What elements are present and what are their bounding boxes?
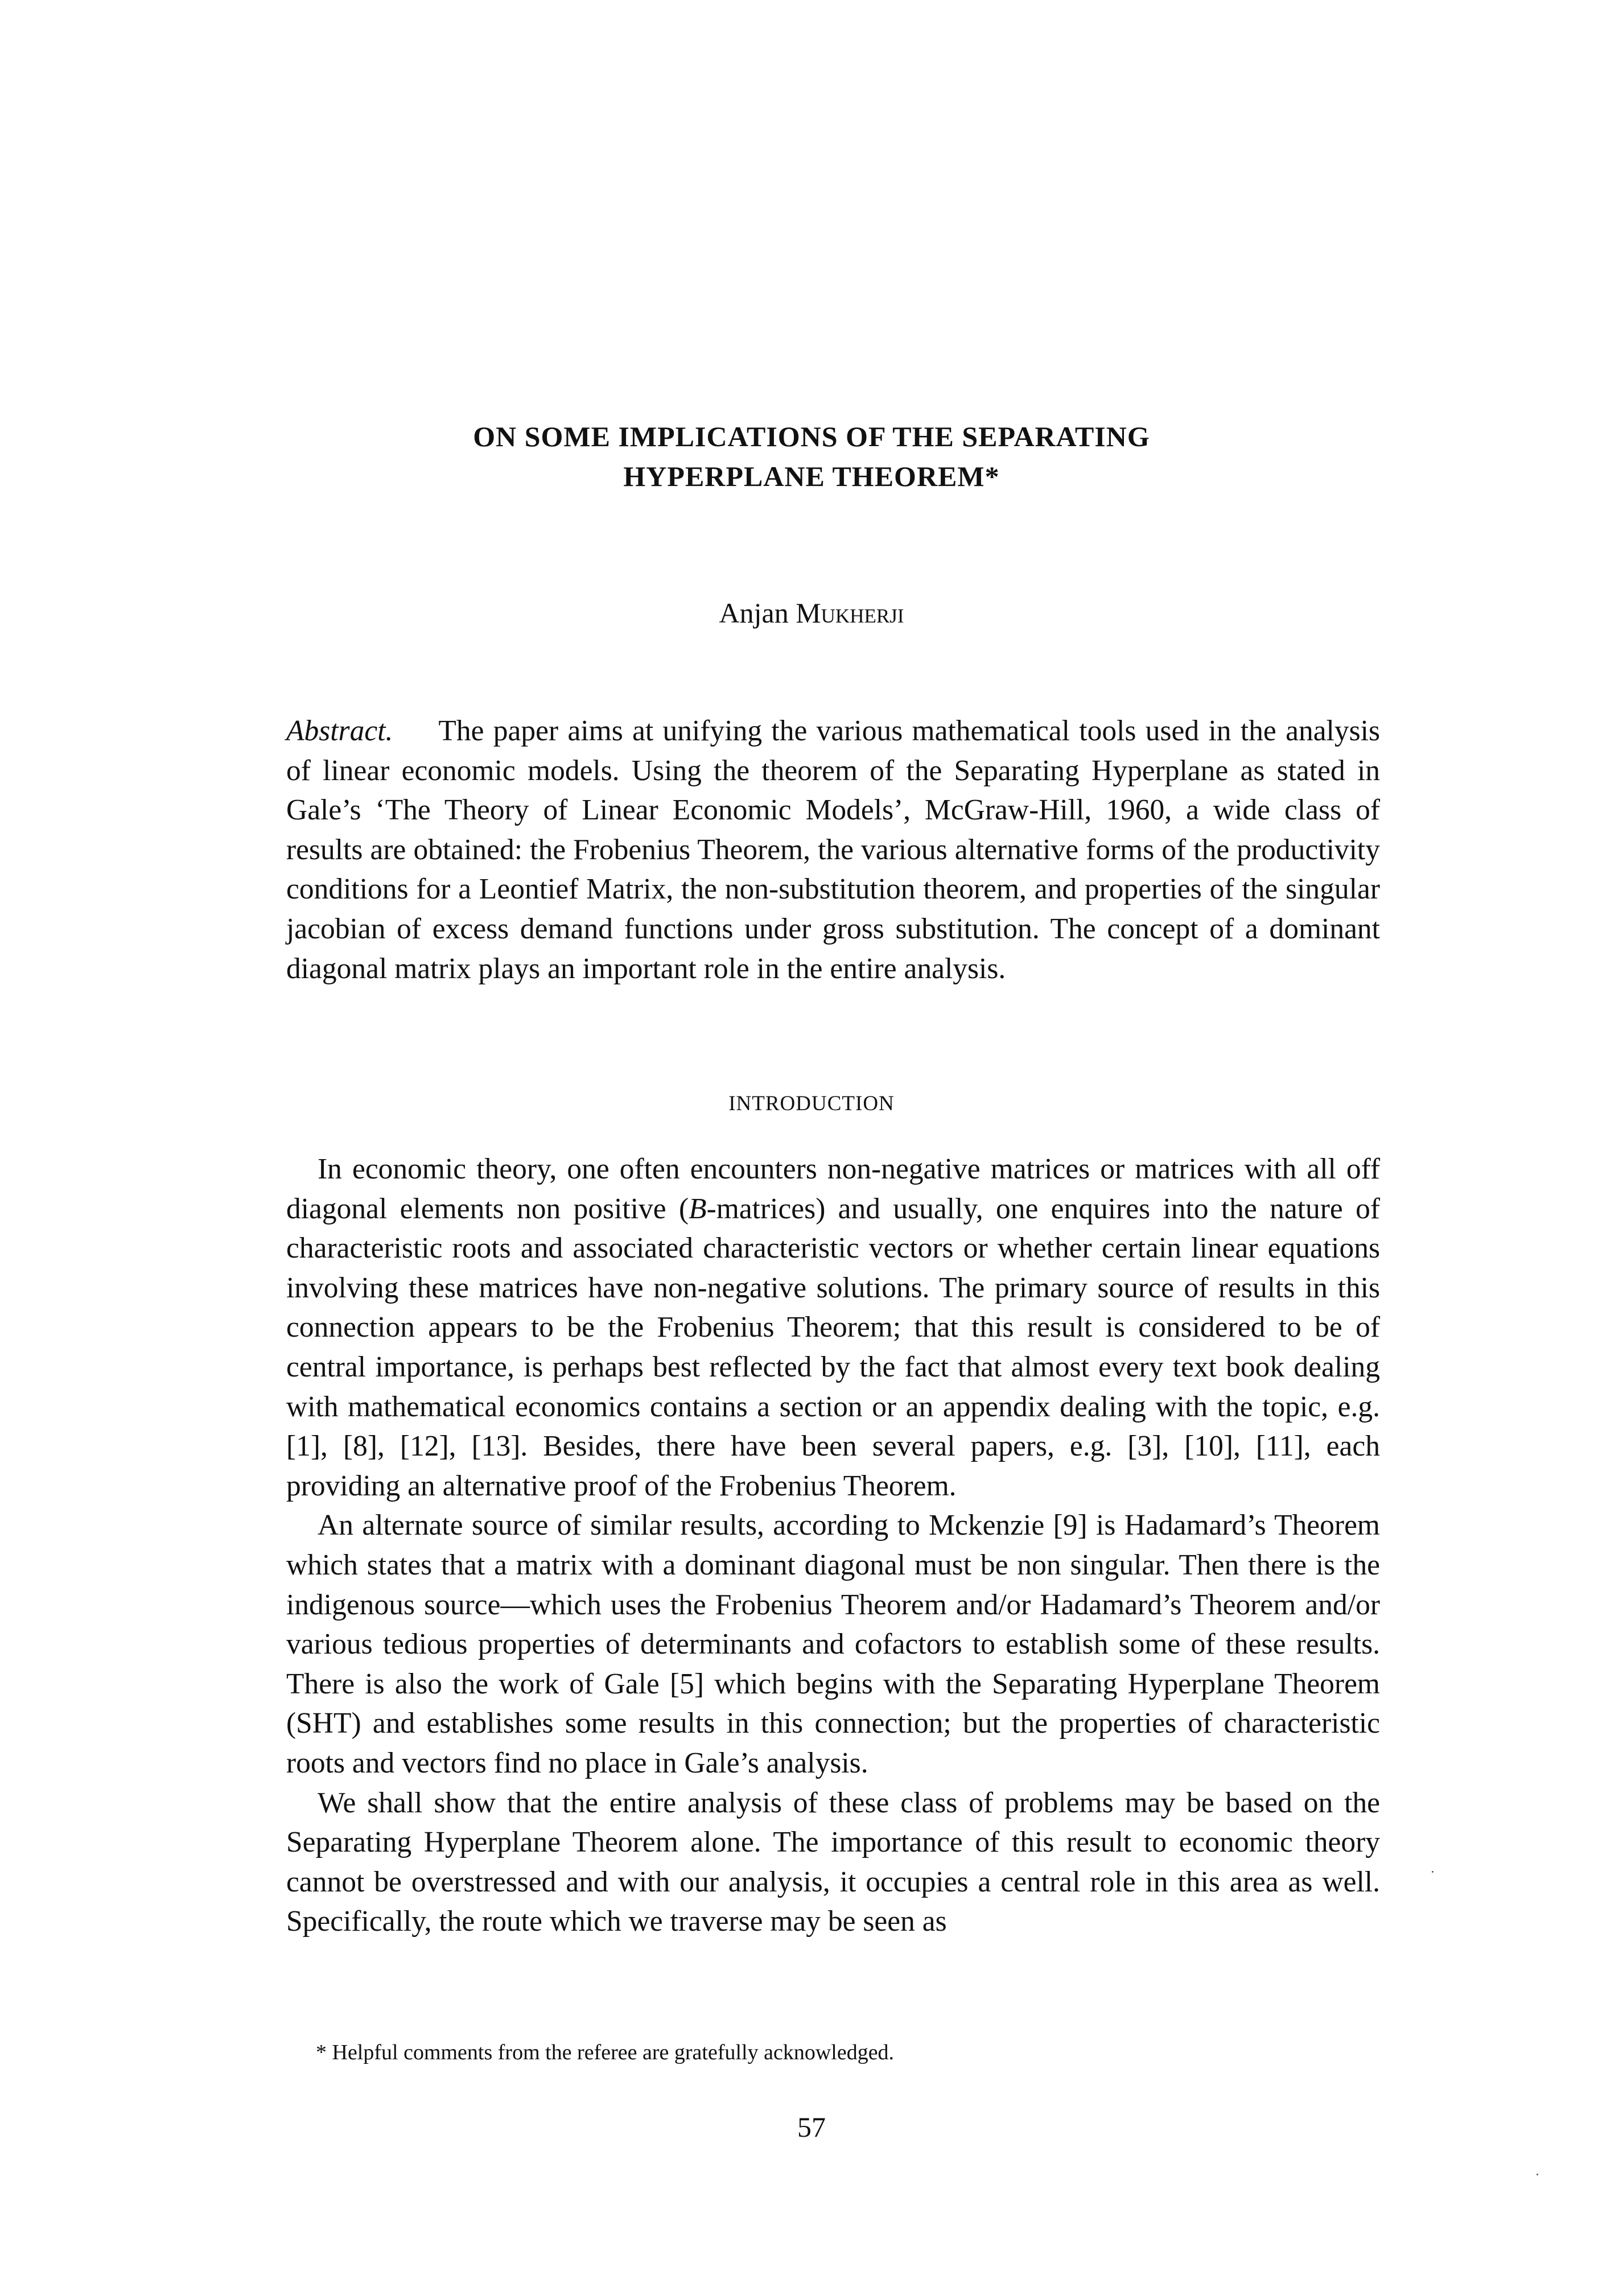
footnote: * Helpful comments from the referee are gratefully acknowledged.: [316, 2041, 895, 2064]
page-number: 57: [797, 2111, 826, 2143]
paper-title: [0, 417, 1623, 496]
abstract: [286, 711, 1380, 988]
paragraph-1-part-b: -matrices) and usually, one enquires into the nature of characteristic roots and associated characteristic vectors or whether certain linear equations involving these matrices have non-negative solutions. The primary source of results in this connection appears to be the Frobenius Theorem; that this result is considered to be of central importance, is perhaps best reflected by the fact that almost every text book dealing with mathematical economics contains a section or an appendix dealing with the topic, e.g. [1], [8], [12], [13]. Besides, there have been several papers, e.g. [3], [10], [11], each providing an alternative proof of the Frobenius Theorem.: [286, 1192, 1380, 1502]
paragraph-1-part-a: In economic theory, one often encounters non-negative matrices or matrices with all off diagonal elements non positive (: [286, 1153, 1380, 1225]
scan-speck: [1432, 1871, 1433, 1873]
section-heading-introduction: INTRODUCTION: [728, 1092, 895, 1115]
introduction-body: [286, 1149, 1380, 1941]
abstract-label: Abstract.: [286, 715, 393, 747]
b-matrices-italic: B: [689, 1192, 707, 1225]
author-first-name: Anjan: [719, 597, 789, 629]
scan-speck: [1537, 2174, 1538, 2175]
paragraph-1: [286, 1149, 1380, 1506]
abstract-text: The paper aims at unifying the various mathematical tools used in the analysis of linear economic models. Using the theorem of the Separating Hyperplane as stated in Gale’s ‘The Theory of Linear Economic Models’, McGraw-Hill, 1960, a wide class of results are obtained: the Frobenius Theorem, the various alternative forms of the productivity conditions for a Leontief Matrix, the non-substitution theorem, and properties of the singular jacobian of excess demand functions under gross substitution. The concept of a dominant diagonal matrix plays an important role in the entire analysis.: [286, 715, 1380, 985]
paragraph-3: We shall show that the entire analysis of these class of problems may be based on the Separating Hyperplane Theorem alone. The importance of this result to economic theory cannot be overstressed and with our analysis, it occupies a central role in this area as well. Specifically, the route which we traverse may be seen as: [286, 1786, 1380, 1938]
title-line-1: ON SOME IMPLICATIONS OF THE SEPARATING: [473, 421, 1150, 452]
paragraph-2: An alternate source of similar results, according to Mckenzie [9] is Hadamard’s Theorem which states that a matrix with a dominant diagonal must be non singular. Then there is the indigenous source—which uses the Frobenius Theorem and/or Hadamard’s Theorem and/or various tedious properties of determinants and cofactors to establish some of these results. There is also the work of Gale [5] which begins with the Separating Hyperplane Theorem (SHT) and establishes some results in this connection; but the properties of characteristic roots and vectors find no place in Gale’s analysis.: [286, 1509, 1380, 1779]
author-name: [0, 593, 1623, 633]
author-last-name: Mukherji: [796, 597, 904, 629]
title-line-2: HYPERPLANE THEOREM*: [623, 460, 1000, 492]
